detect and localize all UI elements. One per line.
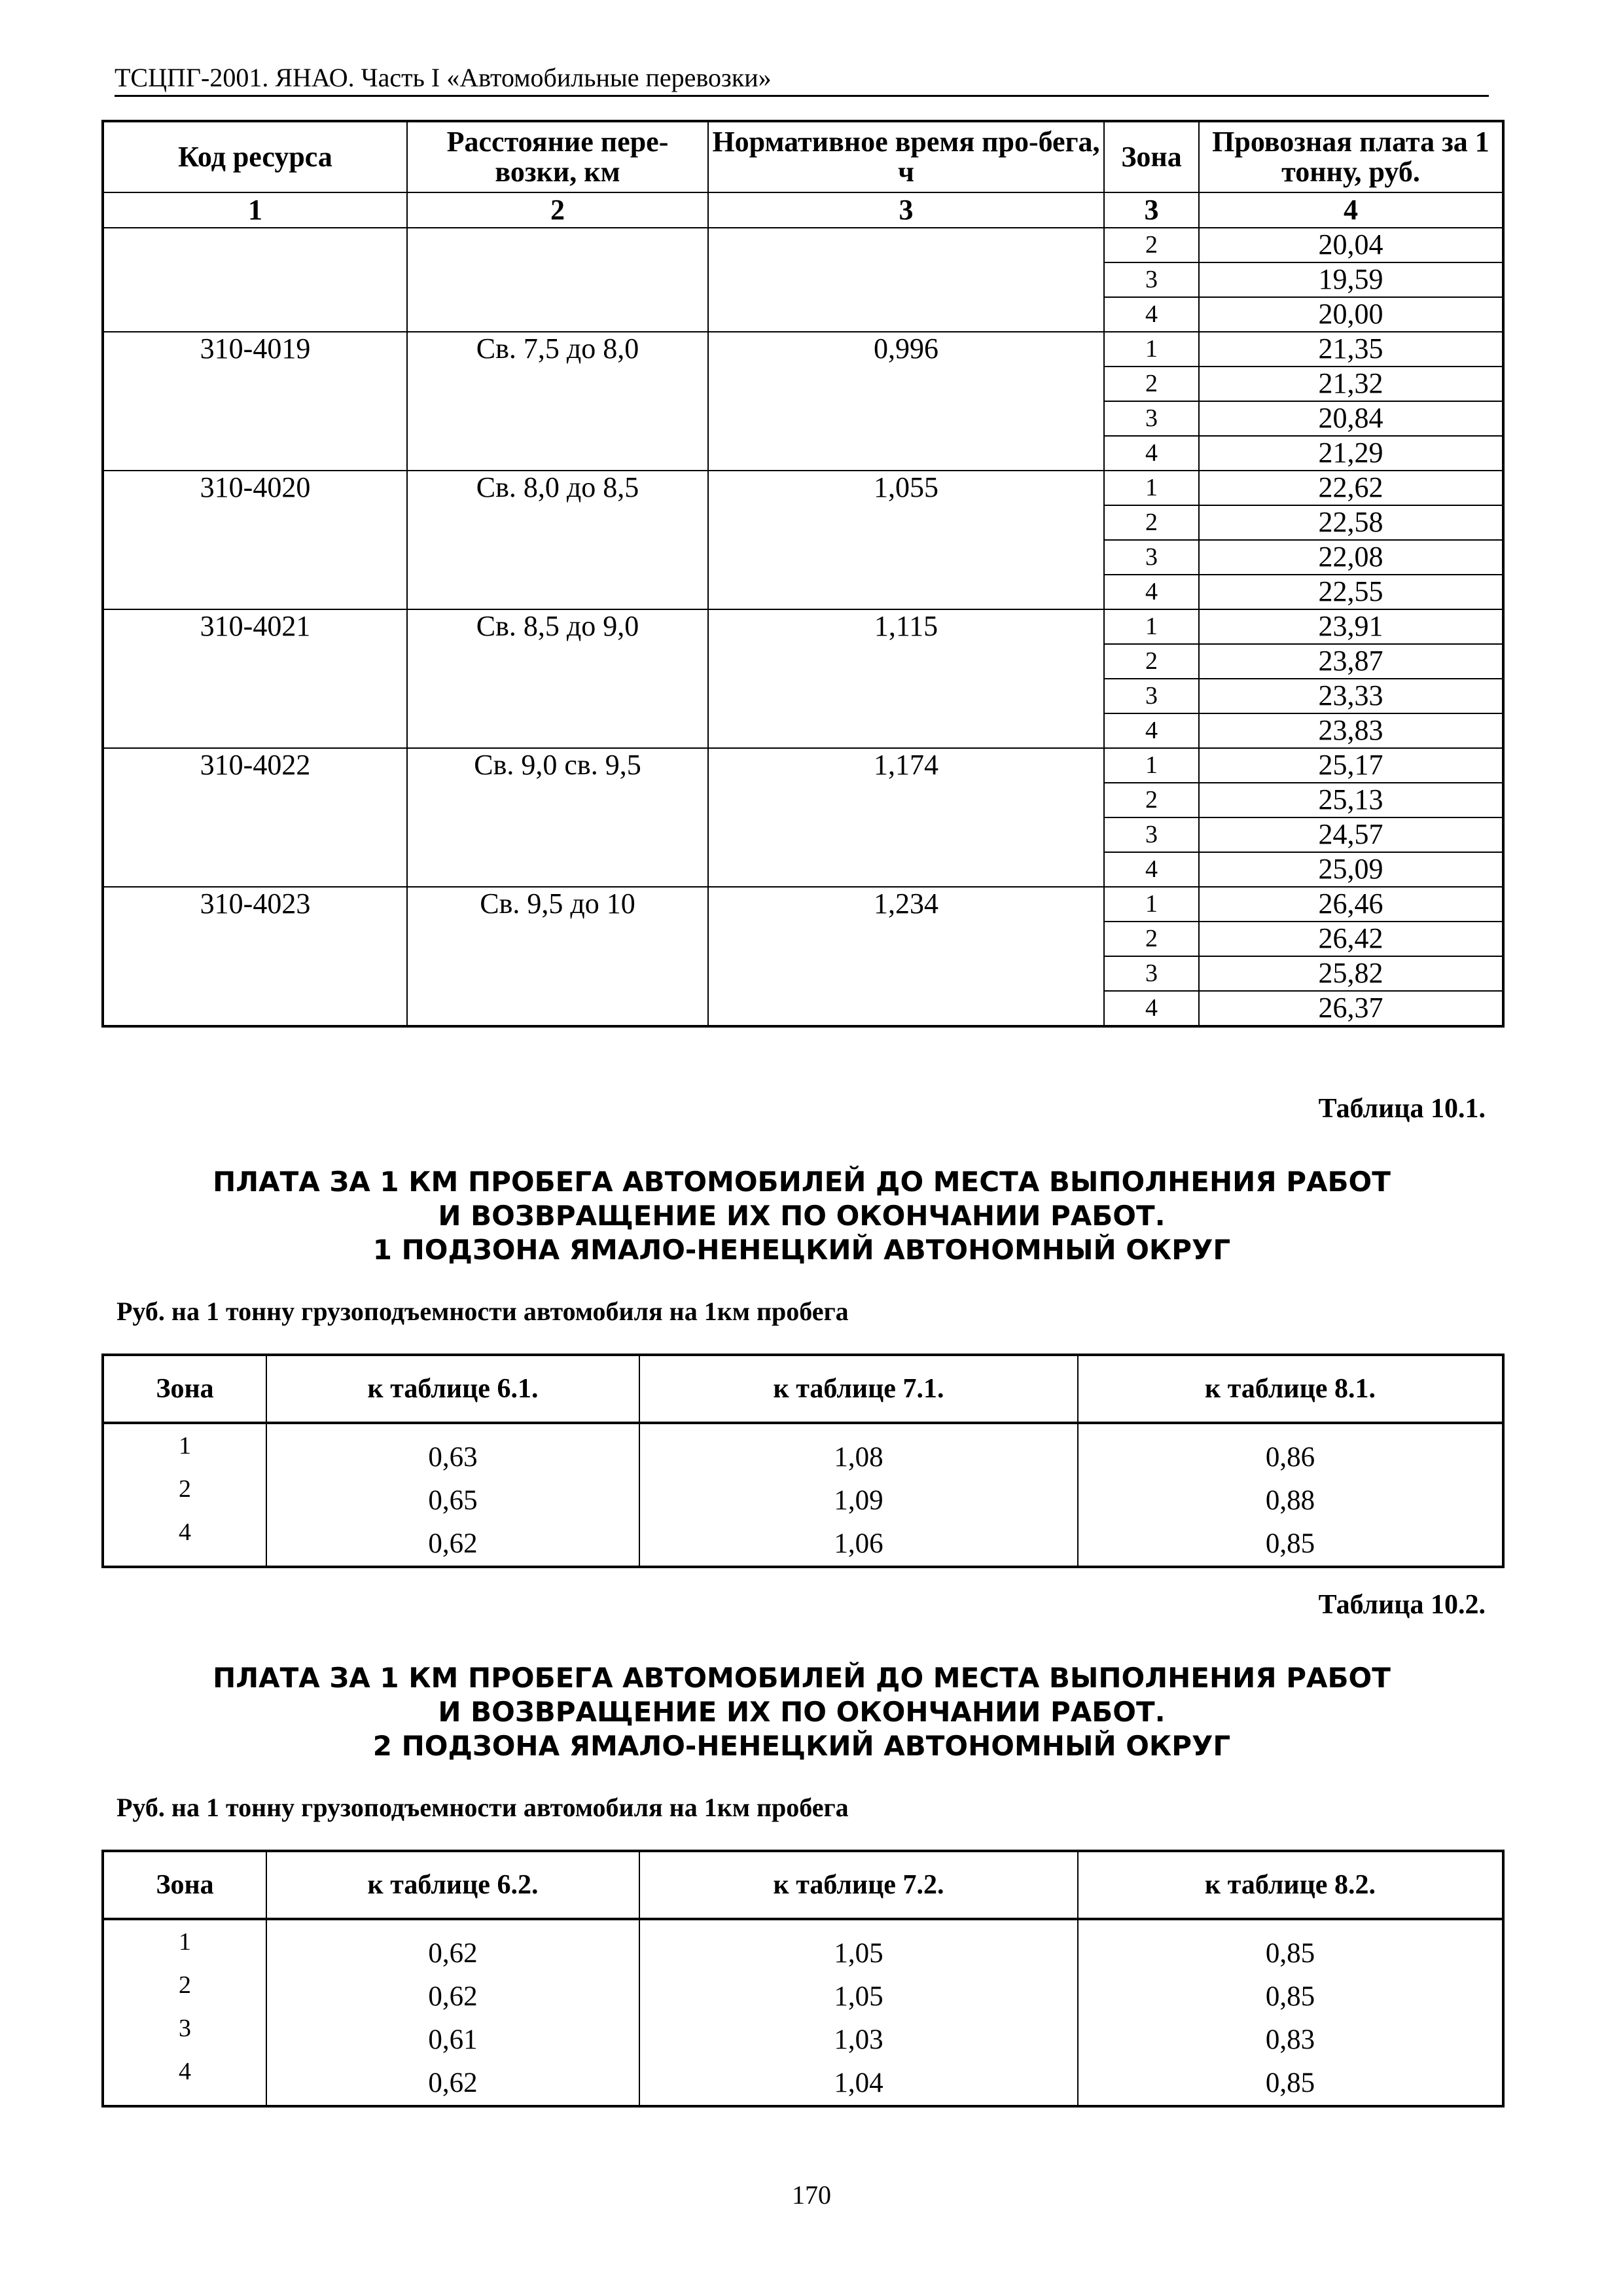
time-cell: 0,996 <box>708 332 1104 471</box>
zone-cell: 3 <box>1104 956 1199 991</box>
table-row <box>103 228 1503 262</box>
column-header-table-8: к таблице 8.1. <box>1078 1355 1503 1423</box>
column-header-table-6: к таблице 6.2. <box>266 1851 639 1919</box>
table-row <box>103 887 1503 922</box>
page-number: 170 <box>792 2180 831 2210</box>
price-cell: 21,32 <box>1199 367 1503 401</box>
column-header-time: Нормативное время про-бега, ч <box>708 121 1104 192</box>
column-number: 4 <box>1199 192 1503 228</box>
column-number: 3 <box>708 192 1104 228</box>
price-cell: 21,35 <box>1199 332 1503 367</box>
distance-cell: Св. 9,0 св. 9,5 <box>407 748 708 887</box>
title-line: И ВОЗВРАЩЕНИЕ ИХ ПО ОКОНЧАНИИ РАБОТ. <box>438 1696 1166 1728</box>
price-cell: 22,58 <box>1199 505 1503 540</box>
table-row <box>103 1919 1503 2106</box>
zone-cell: 1 <box>1104 609 1199 644</box>
price-cell: 22,08 <box>1199 540 1503 575</box>
title-line: 1 ПОДЗОНА ЯМАЛО-НЕНЕЦКИЙ АВТОНОМНЫЙ ОКРУГ <box>372 1234 1231 1266</box>
zone-cell: 4 <box>1104 713 1199 748</box>
table-header-row <box>103 1355 1503 1423</box>
zone-rate-table-10-1 <box>101 1354 1505 1568</box>
price-cell: 21,29 <box>1199 436 1503 471</box>
running-title: ТСЦПГ-2001. ЯНАО. Часть I «Автомобильные перевозки» <box>115 62 1489 97</box>
table-row <box>103 1423 1503 1567</box>
column-number: 3 <box>1104 192 1199 228</box>
column-number-row <box>103 192 1503 228</box>
title-line: ПЛАТА ЗА 1 КМ ПРОБЕГА АВТОМОБИЛЕЙ ДО МЕСТА ВЫПОЛНЕНИЯ РАБОТ <box>213 1166 1391 1198</box>
price-cell: 23,83 <box>1199 713 1503 748</box>
title-line: ПЛАТА ЗА 1 КМ ПРОБЕГА АВТОМОБИЛЕЙ ДО МЕСТА ВЫПОЛНЕНИЯ РАБОТ <box>213 1662 1391 1694</box>
table-header-row <box>103 121 1503 192</box>
code-cell: 310-4023 <box>103 887 407 1026</box>
time-cell: 1,115 <box>708 609 1104 748</box>
price-cell: 20,04 <box>1199 228 1503 262</box>
zone-cell: 4 <box>1104 991 1199 1026</box>
code-cell: 310-4019 <box>103 332 407 471</box>
units-subtitle-10-1: Руб. на 1 тонну грузоподъемности автомобиля на 1км пробега <box>116 1297 849 1326</box>
resource-rate-table <box>101 120 1505 1028</box>
value-cell: 1,08 1,09 1,06 <box>639 1423 1078 1567</box>
price-cell: 26,46 <box>1199 887 1503 922</box>
price-cell: 26,37 <box>1199 991 1503 1026</box>
zone-cell: 3 <box>1104 679 1199 713</box>
value-cell: 0,86 0,88 0,85 <box>1078 1423 1503 1567</box>
section-title-10-2 <box>101 1661 1502 1763</box>
zone-cell: 2 <box>1104 644 1199 679</box>
distance-cell <box>407 228 708 332</box>
price-cell: 25,13 <box>1199 783 1503 817</box>
value-cell: 0,62 0,62 0,61 0,62 <box>266 1919 639 2106</box>
zone-cell: 3 <box>1104 262 1199 297</box>
table-row <box>103 332 1503 367</box>
table-caption-10-1: Таблица 10.1. <box>1318 1094 1486 1124</box>
time-cell: 1,234 <box>708 887 1104 1026</box>
price-cell: 26,42 <box>1199 922 1503 956</box>
zone-cell: 3 <box>1104 540 1199 575</box>
title-line: 2 ПОДЗОНА ЯМАЛО-НЕНЕЦКИЙ АВТОНОМНЫЙ ОКРУГ <box>372 1730 1231 1762</box>
value-cell: 0,63 0,65 0,62 <box>266 1423 639 1567</box>
zone-cell: 2 <box>1104 228 1199 262</box>
distance-cell: Св. 8,0 до 8,5 <box>407 471 708 609</box>
column-header-zone: Зона <box>1104 121 1199 192</box>
zone-cell: 4 <box>1104 297 1199 332</box>
zone-cell: 1 <box>1104 887 1199 922</box>
section-title-10-1 <box>101 1165 1502 1267</box>
price-cell: 22,62 <box>1199 471 1503 505</box>
time-cell: 1,174 <box>708 748 1104 887</box>
distance-cell: Св. 8,5 до 9,0 <box>407 609 708 748</box>
table-caption-10-2: Таблица 10.2. <box>1318 1590 1486 1620</box>
price-cell: 22,55 <box>1199 575 1503 609</box>
column-header-table-6: к таблице 6.1. <box>266 1355 639 1423</box>
zone-cell: 1 <box>1104 748 1199 783</box>
zone-cell: 1 2 3 4 <box>103 1919 266 2106</box>
zone-cell: 3 <box>1104 817 1199 852</box>
price-cell: 25,17 <box>1199 748 1503 783</box>
price-cell: 23,91 <box>1199 609 1503 644</box>
zone-cell: 1 2 4 <box>103 1423 266 1567</box>
price-cell: 20,00 <box>1199 297 1503 332</box>
units-subtitle-10-2: Руб. на 1 тонну грузоподъемности автомобиля на 1км пробега <box>116 1793 849 1822</box>
column-header-code: Код ресурса <box>103 121 407 192</box>
table-row <box>103 609 1503 644</box>
zone-cell: 2 <box>1104 367 1199 401</box>
price-cell: 25,82 <box>1199 956 1503 991</box>
value-cell: 0,85 0,85 0,83 0,85 <box>1078 1919 1503 2106</box>
column-header-distance: Расстояние пере-возки, км <box>407 121 708 192</box>
zone-cell: 4 <box>1104 436 1199 471</box>
value-cell: 1,05 1,05 1,03 1,04 <box>639 1919 1078 2106</box>
column-header-zone: Зона <box>103 1851 266 1919</box>
price-cell: 20,84 <box>1199 401 1503 436</box>
zone-cell: 2 <box>1104 922 1199 956</box>
code-cell: 310-4021 <box>103 609 407 748</box>
zone-cell: 4 <box>1104 575 1199 609</box>
code-cell: 310-4022 <box>103 748 407 887</box>
code-cell <box>103 228 407 332</box>
price-cell: 23,87 <box>1199 644 1503 679</box>
zone-cell: 4 <box>1104 852 1199 887</box>
price-cell: 19,59 <box>1199 262 1503 297</box>
column-header-price: Провозная плата за 1 тонну, руб. <box>1199 121 1503 192</box>
column-header-zone: Зона <box>103 1355 266 1423</box>
zone-cell: 1 <box>1104 471 1199 505</box>
table-row <box>103 748 1503 783</box>
zone-rate-table-10-2 <box>101 1850 1505 2108</box>
distance-cell: Св. 7,5 до 8,0 <box>407 332 708 471</box>
column-header-table-7: к таблице 7.2. <box>639 1851 1078 1919</box>
column-number: 2 <box>407 192 708 228</box>
column-number: 1 <box>103 192 407 228</box>
time-cell <box>708 228 1104 332</box>
zone-cell: 2 <box>1104 783 1199 817</box>
price-cell: 23,33 <box>1199 679 1503 713</box>
zone-cell: 2 <box>1104 505 1199 540</box>
zone-cell: 3 <box>1104 401 1199 436</box>
distance-cell: Св. 9,5 до 10 <box>407 887 708 1026</box>
time-cell: 1,055 <box>708 471 1104 609</box>
zone-cell: 1 <box>1104 332 1199 367</box>
title-line: И ВОЗВРАЩЕНИЕ ИХ ПО ОКОНЧАНИИ РАБОТ. <box>438 1200 1166 1232</box>
code-cell: 310-4020 <box>103 471 407 609</box>
table-header-row <box>103 1851 1503 1919</box>
table-row <box>103 471 1503 505</box>
price-cell: 25,09 <box>1199 852 1503 887</box>
column-header-table-7: к таблице 7.1. <box>639 1355 1078 1423</box>
price-cell: 24,57 <box>1199 817 1503 852</box>
column-header-table-8: к таблице 8.2. <box>1078 1851 1503 1919</box>
